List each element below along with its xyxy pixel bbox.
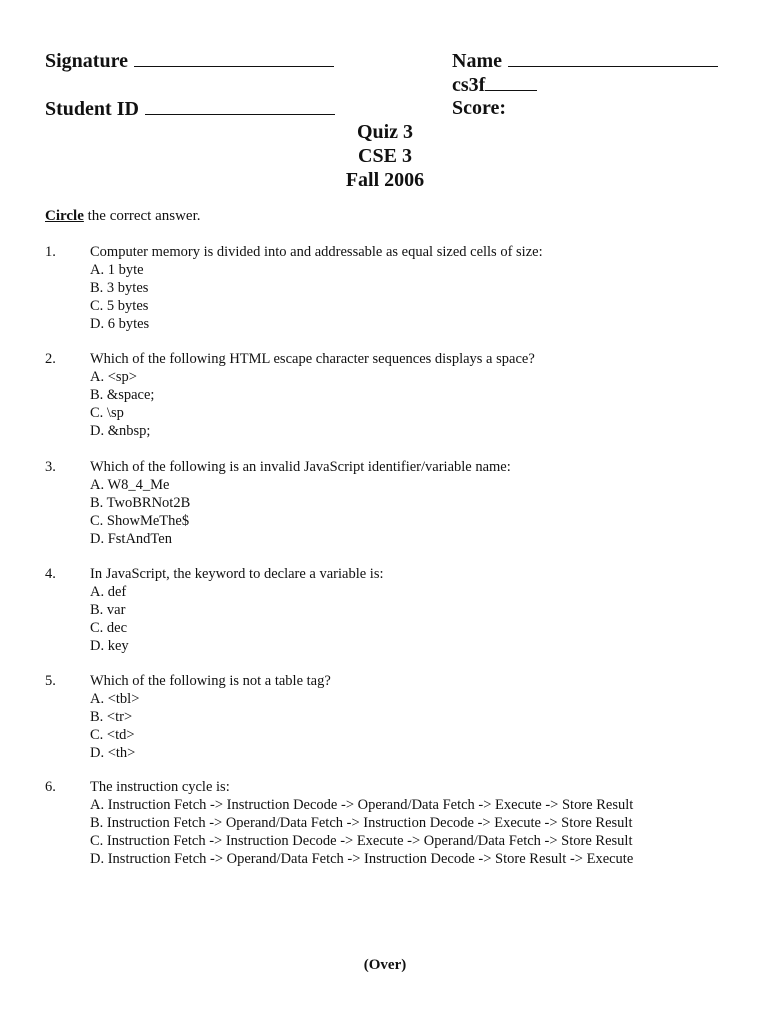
- instructions-emphasis: Circle: [45, 208, 84, 224]
- answer-option[interactable]: A. def: [90, 584, 127, 600]
- course-code-blank: [485, 72, 537, 91]
- question-number: 3.: [45, 459, 56, 475]
- answer-option[interactable]: C. <td>: [90, 727, 135, 743]
- answer-option[interactable]: A. Instruction Fetch -> Instruction Decode -> Operand/Data Fetch -> Execute -> Store Result: [90, 797, 634, 813]
- question-text: The instruction cycle is:: [90, 779, 230, 795]
- question-text: Computer memory is divided into and addressable as equal sized cells of size:: [90, 244, 543, 260]
- question-body: [90, 350, 535, 440]
- student-id-label: Student ID: [45, 98, 139, 120]
- answer-option[interactable]: D. 6 bytes: [90, 316, 150, 332]
- name-blank: [508, 48, 718, 67]
- answer-option[interactable]: B. TwoBRNot2B: [90, 495, 191, 511]
- signature-line: [45, 48, 334, 73]
- score-label: Score:: [452, 97, 507, 119]
- name-line: [452, 48, 718, 73]
- course-title: CSE 3: [358, 145, 412, 167]
- student-id-blank: [145, 96, 335, 115]
- quiz-title-block: [0, 120, 770, 192]
- answer-option[interactable]: C. dec: [90, 620, 128, 636]
- answer-option[interactable]: B. var: [90, 602, 126, 618]
- answer-option[interactable]: A. 1 byte: [90, 262, 144, 278]
- answer-option[interactable]: B. Instruction Fetch -> Operand/Data Fetch -> Instruction Decode -> Execute -> Store Result: [90, 815, 633, 831]
- question-body: [90, 565, 384, 655]
- answer-option[interactable]: D. FstAndTen: [90, 531, 172, 547]
- question-body: [90, 778, 633, 868]
- answer-option[interactable]: D. key: [90, 638, 129, 654]
- question-number: 6.: [45, 779, 56, 795]
- course-code-label: cs3f: [452, 74, 486, 96]
- question-number: 2.: [45, 351, 56, 367]
- course-code-line: [452, 72, 537, 97]
- answer-option[interactable]: B. &space;: [90, 387, 155, 403]
- answer-option[interactable]: C. \sp: [90, 405, 124, 421]
- student-id-line: [45, 96, 335, 121]
- score-line: [452, 96, 506, 120]
- answer-option[interactable]: C. 5 bytes: [90, 298, 149, 314]
- answer-option[interactable]: B. <tr>: [90, 709, 133, 725]
- term-title: Fall 2006: [345, 169, 425, 191]
- question-text: In JavaScript, the keyword to declare a variable is:: [90, 566, 384, 582]
- question-text: Which of the following is an invalid JavaScript identifier/variable name:: [90, 459, 511, 475]
- answer-option[interactable]: C. ShowMeThe$: [90, 513, 190, 529]
- question-body: [90, 243, 543, 333]
- question-text: Which of the following is not a table tag?: [90, 673, 331, 689]
- question-number: 5.: [45, 673, 56, 689]
- question-number: 4.: [45, 566, 56, 582]
- instructions: [45, 207, 200, 225]
- question-number: 1.: [45, 244, 56, 260]
- over-label: (Over): [363, 957, 407, 973]
- instructions-rest: the correct answer.: [83, 208, 201, 224]
- answer-option[interactable]: D. <th>: [90, 745, 136, 761]
- answer-option[interactable]: A. W8_4_Me: [90, 477, 170, 493]
- quiz-title: Quiz 3: [356, 121, 414, 143]
- question-text: Which of the following HTML escape character sequences displays a space?: [90, 351, 535, 367]
- answer-option[interactable]: A. <tbl>: [90, 691, 140, 707]
- answer-option[interactable]: A. <sp>: [90, 369, 137, 385]
- question-body: [90, 672, 331, 762]
- answer-option[interactable]: B. 3 bytes: [90, 280, 149, 296]
- answer-option[interactable]: D. Instruction Fetch -> Operand/Data Fetch -> Instruction Decode -> Store Result -> Execute: [90, 851, 634, 867]
- answer-option[interactable]: D. &nbsp;: [90, 423, 151, 439]
- signature-blank: [134, 48, 334, 67]
- signature-label: Signature: [45, 50, 128, 72]
- answer-option[interactable]: C. Instruction Fetch -> Instruction Decode -> Execute -> Operand/Data Fetch -> Store Result: [90, 833, 633, 849]
- name-label: Name: [452, 50, 502, 72]
- question-body: [90, 458, 511, 548]
